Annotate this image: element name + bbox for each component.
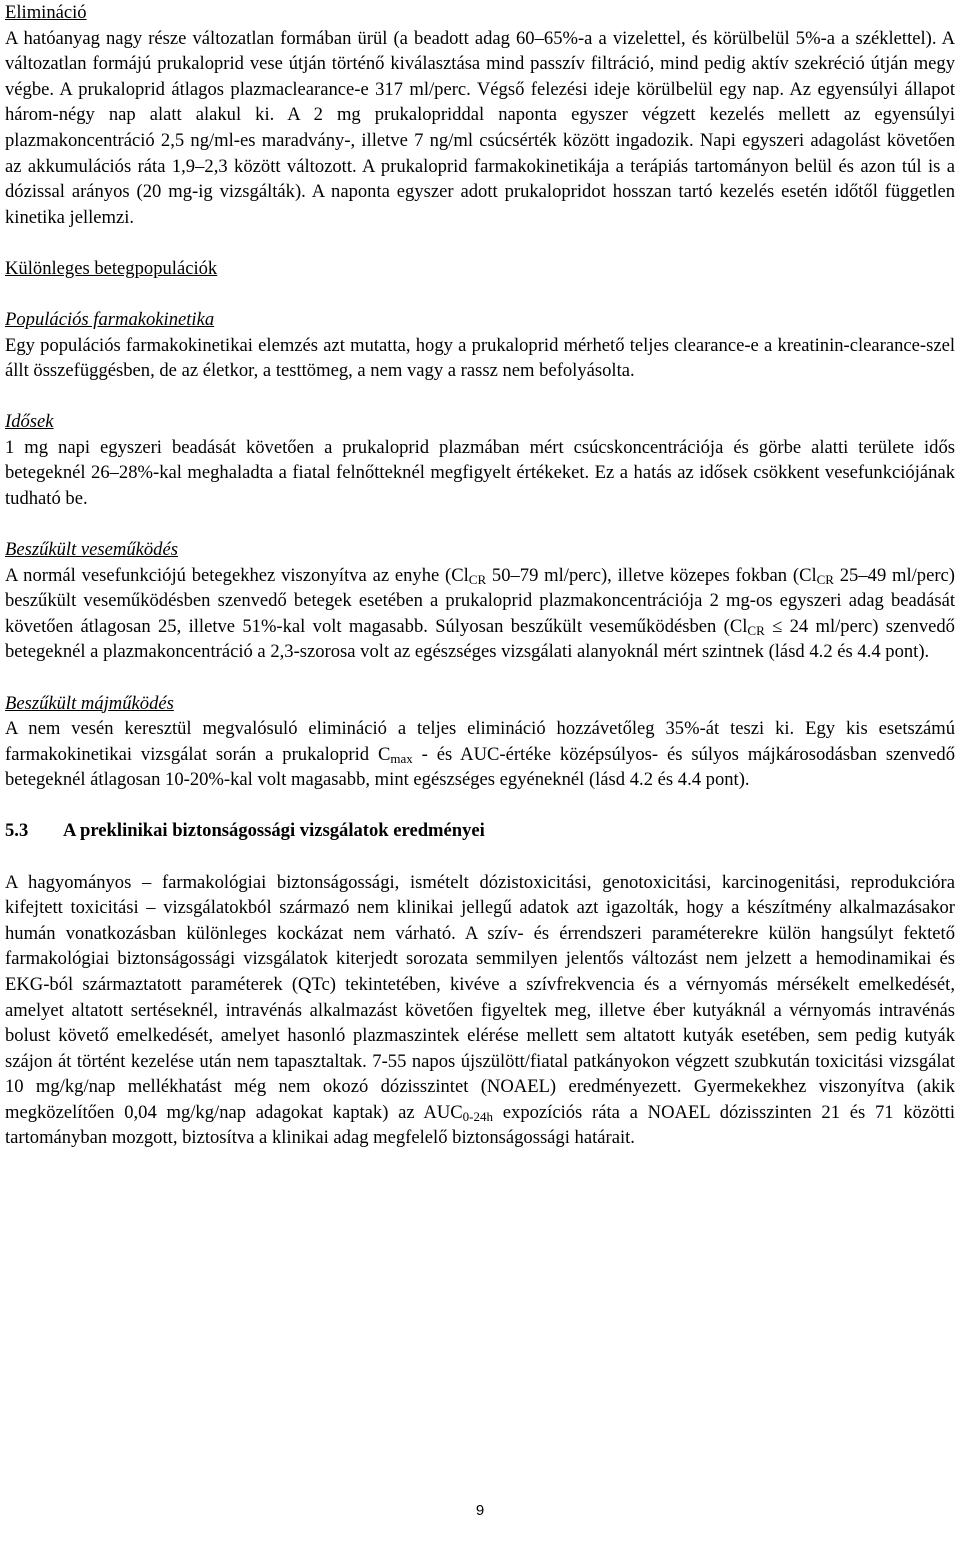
renal-heading: Beszűkült veseműködés: [5, 539, 178, 561]
renal-subscript-1: CR: [468, 571, 487, 587]
population-pk-paragraph: Egy populációs farmakokinetikai elemzés azt mutatta, hogy a prukaloprid mérhető teljes clearance-e a kreatinin-clearance-szel állt összefüggésben, de az életkor, a testtömeg, a nem vagy a rassz nem befolyásolta.: [5, 334, 955, 382]
renal-subscript-2: CR: [816, 571, 834, 587]
preclinical-paragraph: [5, 872, 955, 1149]
elderly-paragraph: 1 mg napi egyszeri beadását követően a prukaloprid plazmában mért csúcskoncentrációja és görbe alatti területe idős betegeknél 26–28%-kal meghaladta a fiatal felnőtteknél megfigyelt értékeket. Ez a hatás az idősek csökkent vesefunkciójának tudható be.: [5, 436, 955, 509]
elimination-heading: Elimináció: [5, 2, 87, 23]
renal-subscript-3: CR: [747, 622, 765, 638]
renal-text-2: 50–79 ml/perc), illetve közepes fokban (Cl: [486, 564, 817, 586]
hepatic-heading: Beszűkült májműködés: [5, 692, 174, 714]
hepatic-text-1: A nem vesén keresztül megvalósuló elimináció a teljes elimináció hozzávetőleg 35%-át teszi ki. Egy kis esetszámú farmakokinetikai vizsgálat során a prukaloprid C: [5, 718, 955, 765]
population-pk-section: [5, 307, 955, 384]
page-number: 9: [475, 1502, 485, 1519]
renal-text-3: 25–49 ml/perc) beszűkült veseműködésben szenvedő betegek esetében a prukaloprid plazmakoncentrációja 2 mg-os egyszeri adag beadását követően átlagosan 25, illetve 51%-kal volt magasabb. Súlyosan beszűkült veseműködésben (Cl: [5, 564, 955, 637]
elimination-paragraph: A hatóanyag nagy része változatlan formában ürül (a beadott adag 60–65%-a a vizelettel, és körülbelül 5%-a a széklettel). A változatlan formájú prukaloprid vese útján történő kiválasztása mind passzív filtráció, mind pedig aktív szekréció útján megy végbe. A prukaloprid átlagos plazmaclearance-e 317 ml/perc. Végső felezési ideje körülbelül egy nap. Az egyensúlyi állapot három-négy nap alatt alakul ki. A 2 mg prukalopriddal naponta egyszer végzett kezelés mellett az egyensúlyi plazmakoncentráció 2,5 ng/ml-es maradvány-, illetve 7 ng/ml csúcsérték között ingadozik. Napi egyszeri adagolást követően az akkumulációs ráta 1,9–2,3 között változott. A prukaloprid farmakokinetikája a terápiás tartományon belül és azon túl is a dózissal arányos (20 mg-ig vizsgálták). A naponta egyszer adott prukalopridot hosszan tartó kezelés esetén időtől független kinetika jellemzi.: [5, 27, 955, 228]
elimination-section: [5, 0, 955, 230]
elderly-heading: Idősek: [5, 411, 54, 433]
section-5-3-heading: [5, 818, 955, 844]
renal-text-4: ≤ 24 ml/perc) szenvedő betegeknél a plazmakoncentráció a 2,3-szorosa volt az egészséges vizsgálati alanyoknál mért szintnek (lásd 4.2 és 4.4 pont).: [5, 615, 955, 663]
section-title: A preklinikai biztonságossági vizsgálatok eredményei: [63, 820, 485, 842]
hepatic-paragraph: [5, 718, 955, 790]
hepatic-subscript-1: max: [390, 750, 413, 766]
preclinical-text-1: A hagyományos – farmakológiai biztonságossági, ismételt dózistoxicitási, genotoxicitási, karcinogenitási, reprodukcióra kifejtett toxicitási – vizsgálatokból származó nem klinikai jellegű adatok azt igazolták, hogy a készítmény alkalmazásakor humán vonatkozásban különleges kockázat nem várható. A szív- és érrendszeri paraméterekre külön hangsúlyt fektető farmakológiai biztonságossági vizsgálatok kiterjedt sorozata semmilyen jelentős változást nem jelzett a hemodinamikai és EKG-ból származtatott paraméterek (QTc) tekintetében, kivéve a szívfrekvencia és a vérnyomás mérsékelt emelkedését, amelyet altatott sertéseknél, intravénás alkalmazást követően figyeltek meg, illetve éber kutyáknál a vérnyomás intravénás bolust követő emelkedését, amelyet hasonló plazmaszintek elérése mellett sem altatott kutyák esetében, sem pedig kutyák szájon át történt kezelése után nem tapasztaltak. 7-55 napos újszülött/fiatal patkányokon végzett szubkután toxicitási vizsgálat 10 mg/kg/nap mellékhatást még nem okozó dózisszintet (NOAEL) eredményezett. Gyermekekhez viszonyítva (akik megközelítően 0,04 mg/kg/nap adagokat kaptak) az AUC: [5, 871, 955, 1123]
preclinical-subscript-1: 0-24h: [462, 1108, 494, 1124]
section-number: 5.3: [5, 820, 29, 842]
renal-section: [5, 537, 955, 665]
preclinical-section: [5, 870, 955, 1152]
hepatic-text-2: - és AUC-értéke középsúlyos- és súlyos májkárosodásban szenvedő betegeknél átlagosan 10-20%-kal volt magasabb, mint egészséges egyéneknél (lásd 4.2 és 4.4 pont).: [5, 743, 955, 791]
preclinical-text-2: expozíciós ráta a NOAEL dózisszinten 21 és 71 közötti tartományban mozgott, biztosítva a klinikai adag megfelelő biztonságossági határait.: [5, 1101, 955, 1149]
renal-paragraph: [5, 565, 955, 663]
hepatic-section: [5, 691, 955, 793]
special-populations-heading: Különleges betegpopulációk: [5, 257, 218, 279]
elderly-section: [5, 409, 955, 511]
population-pk-heading: Populációs farmakokinetika: [5, 308, 215, 330]
renal-text-1: A normál vesefunkciójú betegekhez viszonyítva az enyhe (Cl: [5, 564, 469, 586]
special-populations-section: [5, 256, 955, 282]
document-page: [5, 0, 955, 1151]
section-5-3-heading-block: [5, 818, 955, 844]
